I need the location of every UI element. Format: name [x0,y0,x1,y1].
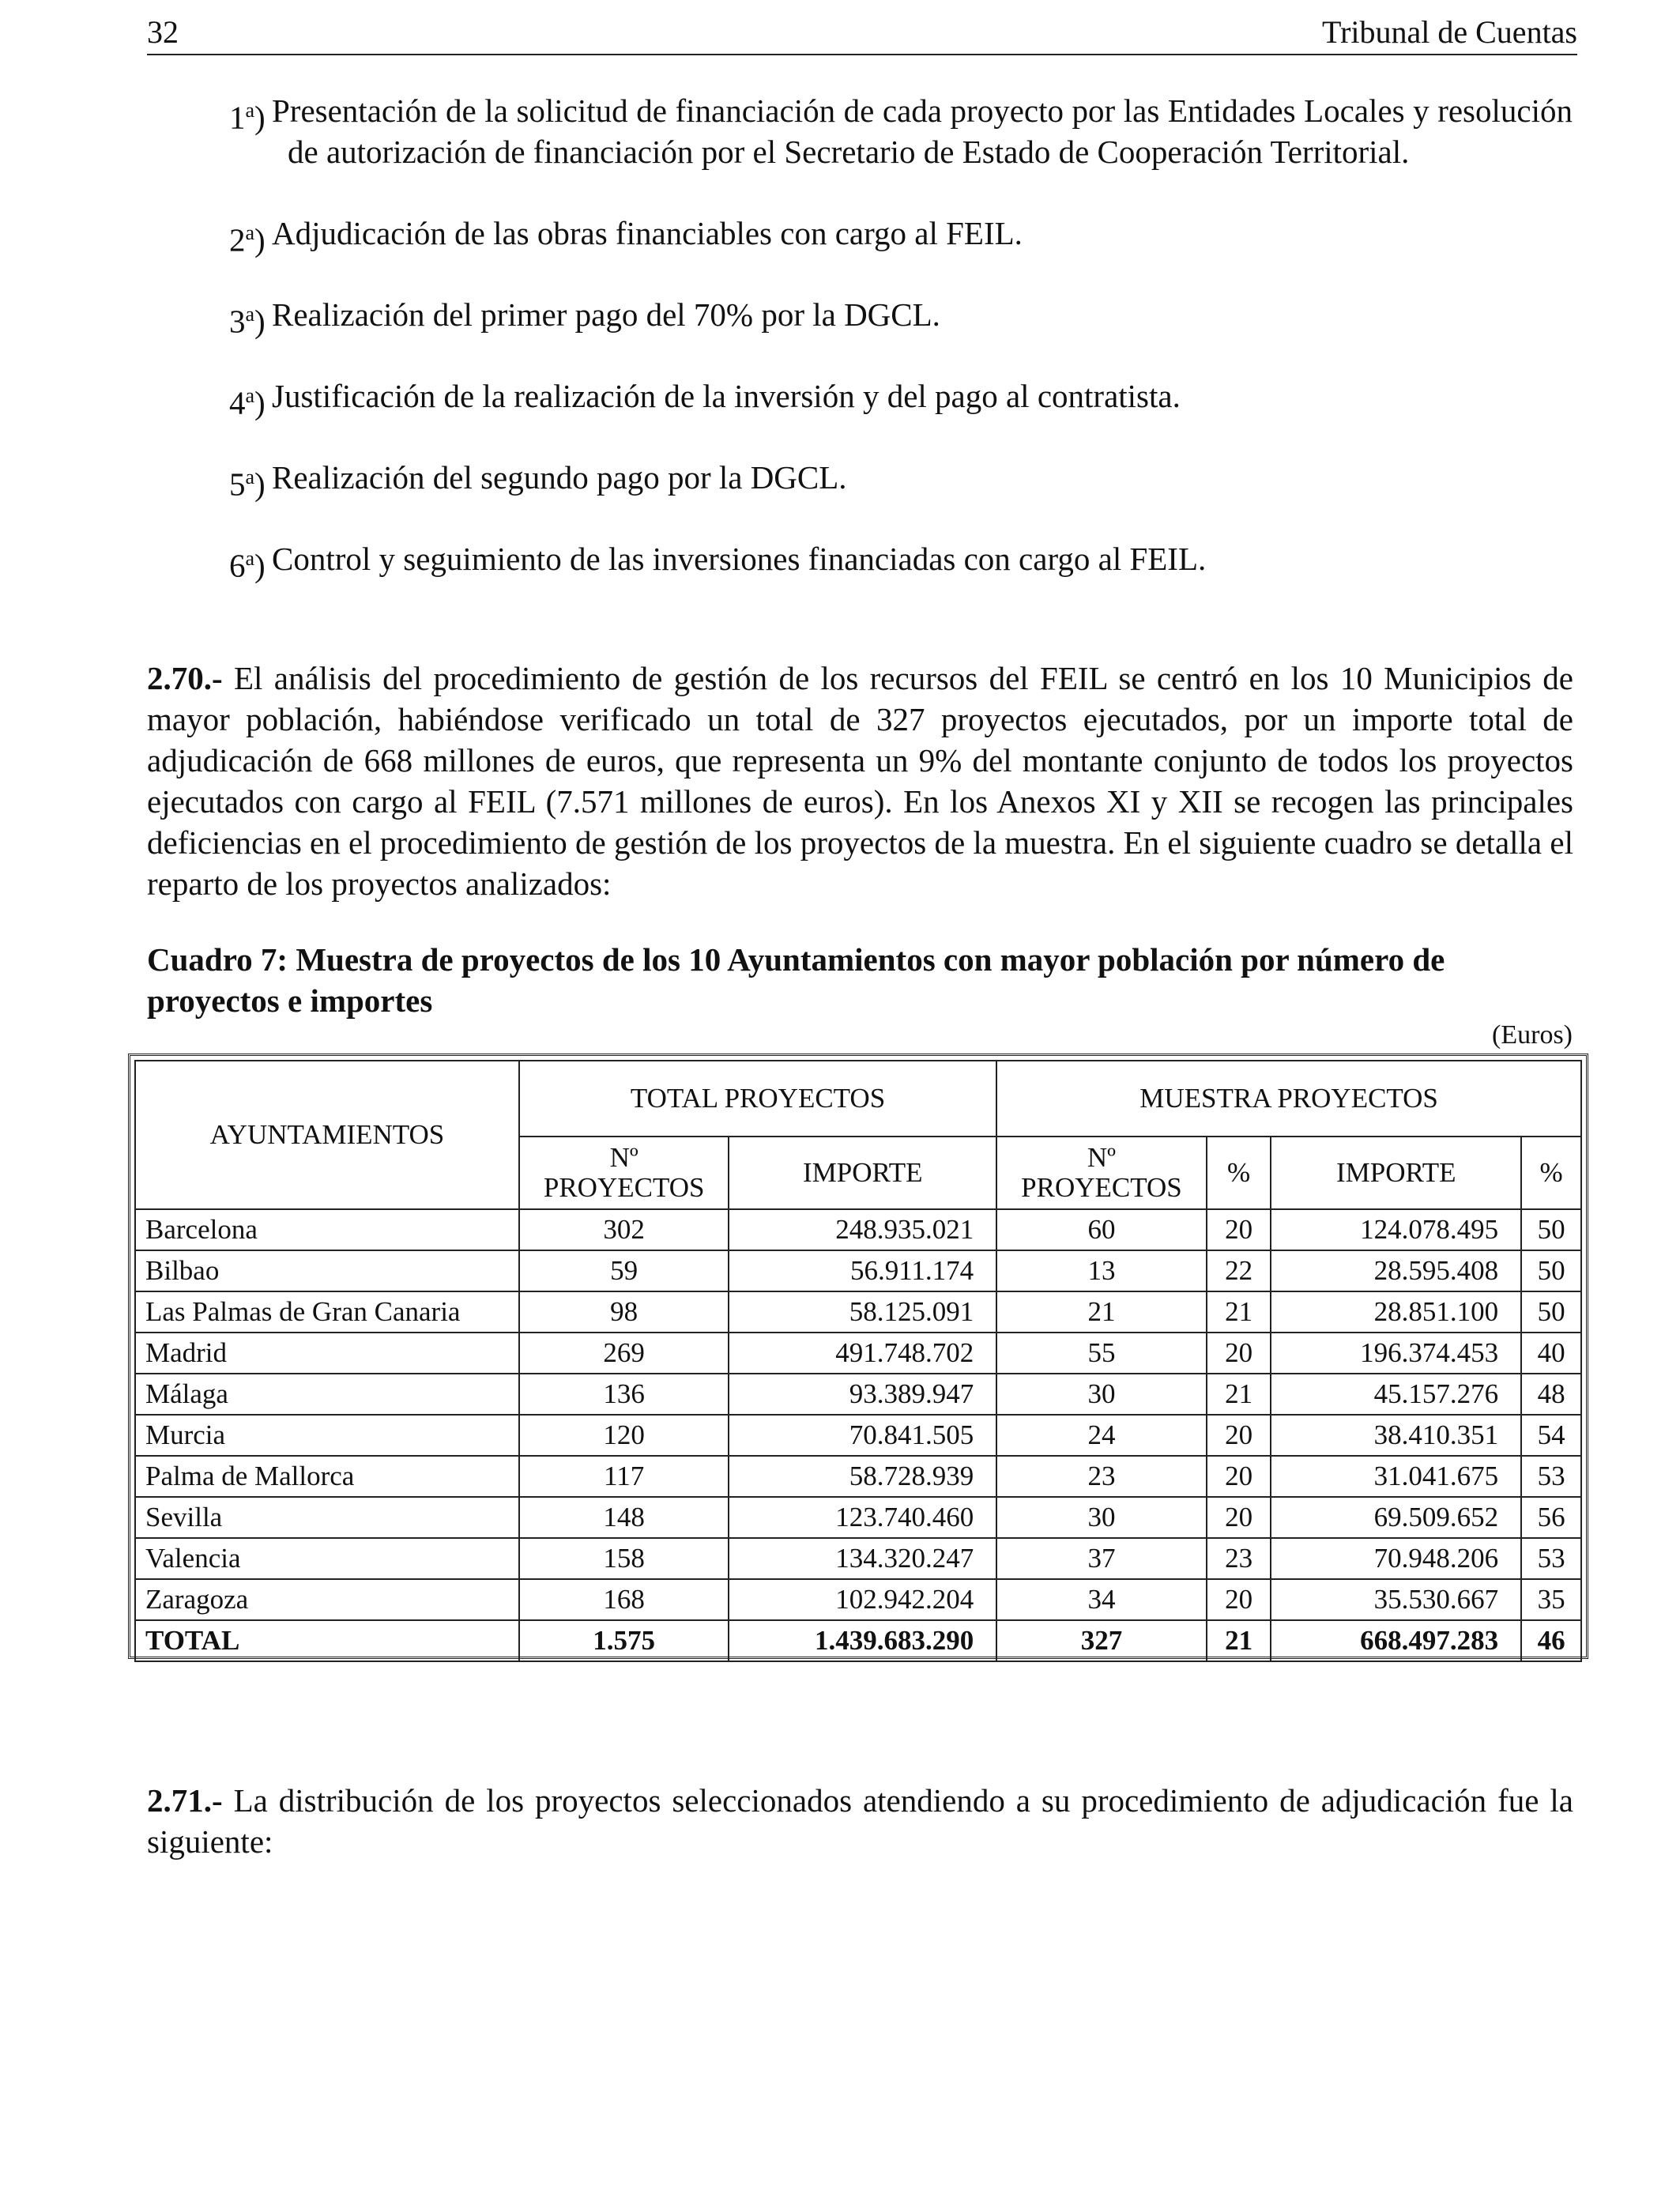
cell-importe-pct: 35 [1521,1579,1581,1620]
cell-importe-pct: 53 [1521,1456,1581,1497]
paragraph-text: El análisis del procedimiento de gestión de los recursos del FEIL se centró en los 10 Municipios de mayor población, habiéndose verificado un total de 327 proyectos ejecutados, por un importe total de adjudicación de 668 millones de euros, que representa un 9% del montante conjunto de todos los proyectos ejecutados con cargo al FEIL (7.571 millones de euros). En los Anexos XI y XII se recogen las principales deficiencias en el procedimiento de gestión de los proyectos de la muestra. En el siguiente cuadro se detalla el reparto de los proyectos analizados: [147,660,1573,902]
table-row [135,1374,1581,1415]
table-header-row [135,1061,1581,1137]
step-number: 3$^a$) [229,303,266,340]
cell-muestra-n: 30 [996,1497,1207,1538]
table-row [135,1415,1581,1456]
step-item [229,457,1573,503]
table-units: (Euros) [1492,1020,1573,1050]
cell-total-importe: 1.439.683.290 [729,1620,996,1661]
col-header-muestra-n: Nº PROYECTOS [996,1137,1207,1209]
cell-total-n: 148 [519,1497,729,1538]
cell-muestra-pct: 20 [1207,1497,1271,1538]
cell-total-importe: 491.748.702 [729,1333,996,1374]
cell-importe-pct: 50 [1521,1250,1581,1291]
cell-importe-pct: 54 [1521,1415,1581,1456]
cell-muestra-n: 23 [996,1456,1207,1497]
cell-muestra-pct: 23 [1207,1538,1271,1579]
table-row [135,1538,1581,1579]
cell-muestra-pct: 20 [1207,1333,1271,1374]
paragraph-2-71 [147,1780,1573,1862]
paragraph-2-70 [147,658,1573,904]
step-text: Realización del segundo pago por la DGCL. [272,459,847,496]
table-row [135,1291,1581,1333]
step-text: Control y seguimiento de las inversiones financiadas con cargo al FEIL. [272,541,1207,577]
cell-muestra-importe: 124.078.495 [1271,1209,1521,1250]
cell-total-importe: 102.942.204 [729,1579,996,1620]
col-header-muestra-proyectos: MUESTRA PROYECTOS [996,1061,1581,1137]
cell-total-n: 168 [519,1579,729,1620]
cell-total-importe: 58.728.939 [729,1456,996,1497]
cell-total-n: 269 [519,1333,729,1374]
cell-muestra-n: 24 [996,1415,1207,1456]
cell-importe-pct: 48 [1521,1374,1581,1415]
col-header-muestra-pct: % [1207,1137,1271,1209]
table-total-row [135,1620,1581,1661]
cell-muestra-importe: 45.157.276 [1271,1374,1521,1415]
cell-muestra-pct: 20 [1207,1456,1271,1497]
cell-total-n: 1.575 [519,1620,729,1661]
cell-muestra-importe: 70.948.206 [1271,1538,1521,1579]
step-text: Justificación de la realización de la inversión y del pago al contratista. [272,378,1181,414]
cell-total-importe: 134.320.247 [729,1538,996,1579]
col-header-total-proyectos: TOTAL PROYECTOS [519,1061,996,1137]
cell-name: Madrid [135,1333,519,1374]
running-title: Tribunal de Cuentas [1322,14,1577,50]
step-number: 6$^a$) [229,547,266,584]
cell-muestra-importe: 668.497.283 [1271,1620,1521,1661]
cell-muestra-importe: 38.410.351 [1271,1415,1521,1456]
cell-total-n: 136 [519,1374,729,1415]
step-item [229,90,1573,172]
cell-muestra-n: 60 [996,1209,1207,1250]
col-header-muestra-importe: IMPORTE [1271,1137,1521,1209]
steps-list [229,90,1573,620]
table-row [135,1209,1581,1250]
cell-muestra-n: 55 [996,1333,1207,1374]
table-row [135,1333,1581,1374]
cell-muestra-importe: 31.041.675 [1271,1456,1521,1497]
step-number: 5$^a$) [229,466,266,503]
cell-muestra-pct: 21 [1207,1291,1271,1333]
cell-muestra-importe: 196.374.453 [1271,1333,1521,1374]
cell-name: Murcia [135,1415,519,1456]
cell-total-n: 59 [519,1250,729,1291]
cell-importe-pct: 50 [1521,1291,1581,1333]
step-item [229,213,1573,258]
cell-muestra-n: 30 [996,1374,1207,1415]
paragraph-text: La distribución de los proyectos seleccionados atendiendo a su procedimiento de adjudicación fue la siguiente: [147,1782,1573,1860]
projects-table [134,1060,1582,1662]
cell-muestra-n: 13 [996,1250,1207,1291]
cell-muestra-pct: 22 [1207,1250,1271,1291]
cell-total-importe: 93.389.947 [729,1374,996,1415]
step-text: Adjudicación de las obras financiables con cargo al FEIL. [272,215,1023,251]
col-header-total-n: Nº PROYECTOS [519,1137,729,1209]
cell-importe-pct: 53 [1521,1538,1581,1579]
cell-total-n: 117 [519,1456,729,1497]
cell-total-importe: 58.125.091 [729,1291,996,1333]
cell-name: TOTAL [135,1620,519,1661]
step-number: 2$^a$) [229,221,266,258]
cell-muestra-pct: 20 [1207,1579,1271,1620]
table-frame [128,1054,1588,1659]
cell-muestra-n: 37 [996,1538,1207,1579]
cell-muestra-pct: 20 [1207,1415,1271,1456]
cell-total-importe: 70.841.505 [729,1415,996,1456]
cell-total-importe: 248.935.021 [729,1209,996,1250]
paragraph-number: 2.70.- [147,660,223,696]
cell-importe-pct: 40 [1521,1333,1581,1374]
step-number: 1$^a$) [229,99,266,136]
col-header-importe-pct: % [1521,1137,1581,1209]
cell-muestra-importe: 28.595.408 [1271,1250,1521,1291]
cell-importe-pct: 46 [1521,1620,1581,1661]
cell-total-n: 98 [519,1291,729,1333]
step-item [229,294,1573,340]
step-item [229,375,1573,421]
page-header [147,11,1577,55]
cell-muestra-n: 327 [996,1620,1207,1661]
table-row [135,1456,1581,1497]
step-number: 4$^a$) [229,384,266,421]
cell-muestra-n: 34 [996,1579,1207,1620]
step-item [229,538,1573,584]
step-text: Realización del primer pago del 70% por la DGCL. [272,296,940,333]
table-row [135,1250,1581,1291]
cell-total-importe: 123.740.460 [729,1497,996,1538]
col-header-total-importe: IMPORTE [729,1137,996,1209]
cell-muestra-importe: 69.509.652 [1271,1497,1521,1538]
cell-importe-pct: 50 [1521,1209,1581,1250]
cell-muestra-n: 21 [996,1291,1207,1333]
cell-name: Bilbao [135,1250,519,1291]
cell-total-n: 302 [519,1209,729,1250]
cell-muestra-importe: 35.530.667 [1271,1579,1521,1620]
cell-name: Palma de Mallorca [135,1456,519,1497]
cell-name: Sevilla [135,1497,519,1538]
cell-muestra-pct: 21 [1207,1374,1271,1415]
cell-importe-pct: 56 [1521,1497,1581,1538]
cell-muestra-importe: 28.851.100 [1271,1291,1521,1333]
cell-muestra-pct: 21 [1207,1620,1271,1661]
cell-total-n: 158 [519,1538,729,1579]
cell-name: Zaragoza [135,1579,519,1620]
table-row [135,1497,1581,1538]
cell-name: Barcelona [135,1209,519,1250]
col-header-ayuntamientos: AYUNTAMIENTOS [135,1061,519,1209]
cell-name: Valencia [135,1538,519,1579]
cell-name: Las Palmas de Gran Canaria [135,1291,519,1333]
paragraph-number: 2.71.- [147,1782,223,1819]
step-text: Presentación de la solicitud de financiación de cada proyecto por las Entidades Locales y resolución de autorización de financiación por el Secretario de Estado de Cooperación Territorial. [272,92,1573,170]
table-row [135,1579,1581,1620]
cell-total-n: 120 [519,1415,729,1456]
table-caption: Cuadro 7: Muestra de proyectos de los 10 Ayuntamientos con mayor población por número de proyectos e importes [147,941,1445,1019]
cell-total-importe: 56.911.174 [729,1250,996,1291]
page-number: 32 [147,14,179,50]
cell-muestra-pct: 20 [1207,1209,1271,1250]
cell-name: Málaga [135,1374,519,1415]
